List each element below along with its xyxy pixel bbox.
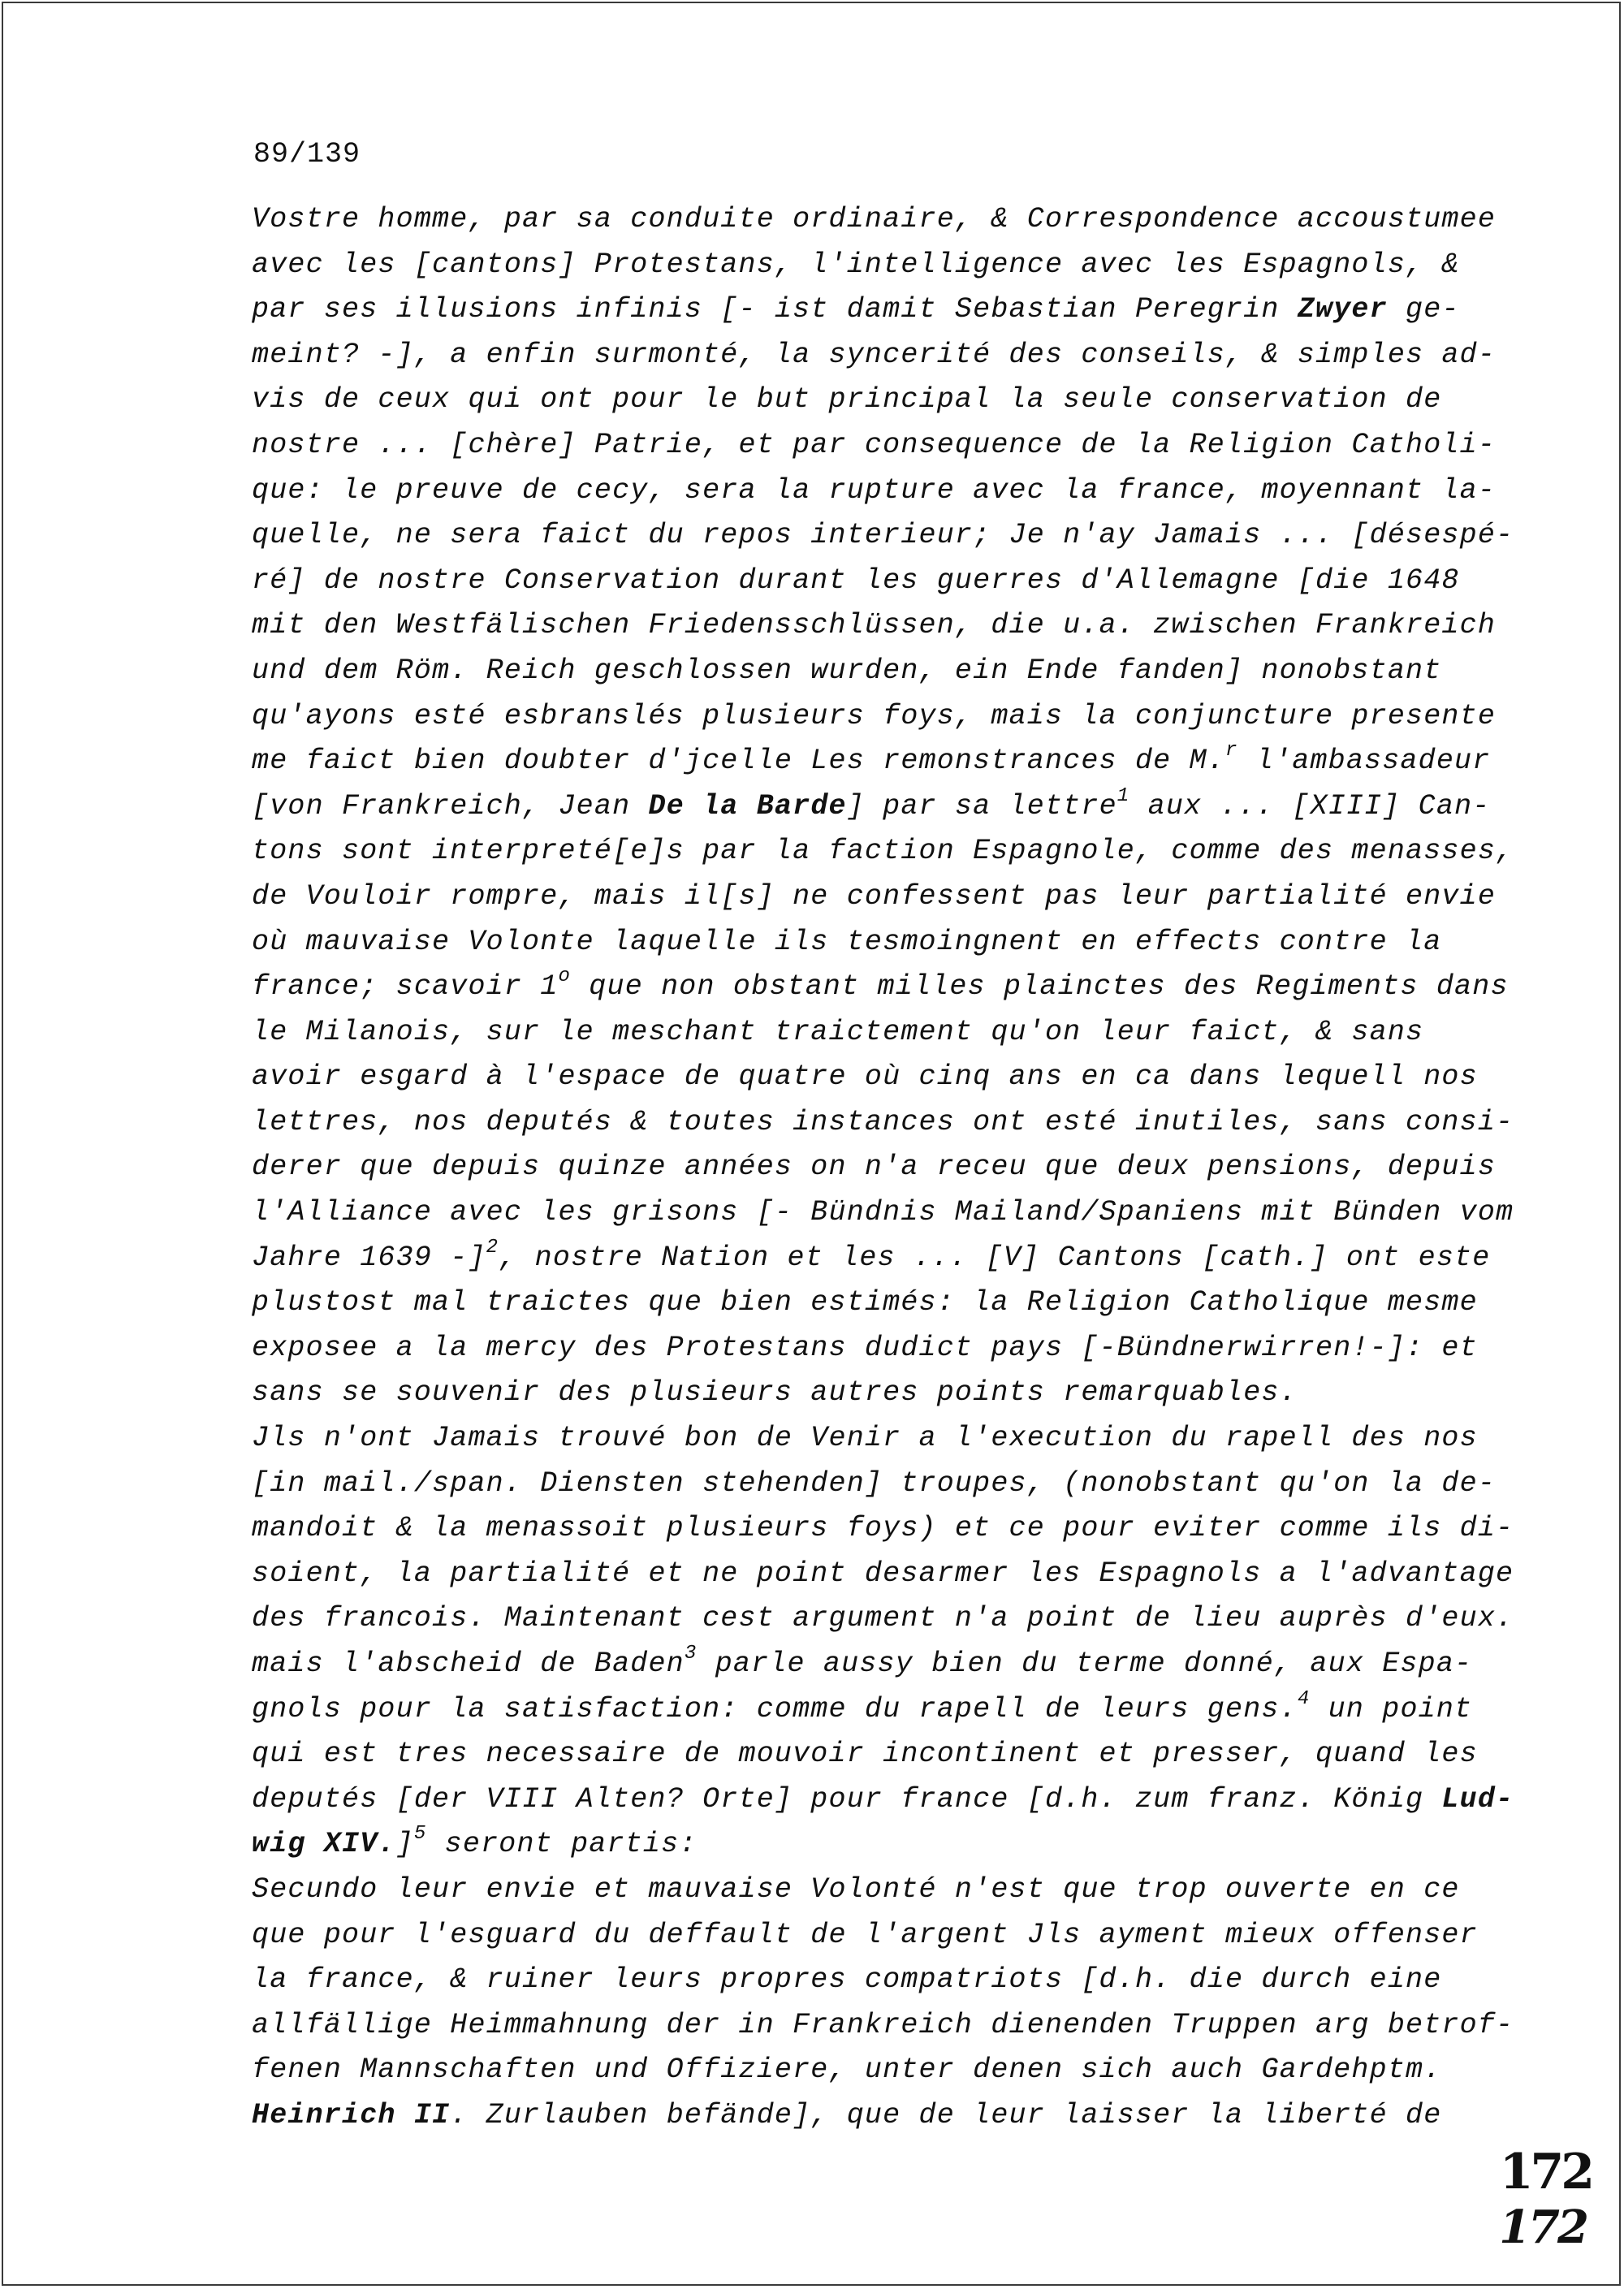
text-line: [252, 829, 1518, 875]
text-run: mais l'abscheid de Baden: [252, 1648, 685, 1680]
text-run: qui est tres necessaire de mouvoir incontinent et presser, quand les: [252, 1738, 1478, 1771]
bold-name: Lud-: [1441, 1782, 1514, 1816]
text-line: [252, 694, 1518, 740]
text-line: [252, 1145, 1518, 1190]
text-run: ré] de nostre Conservation durant les guerres d'Allemagne [die 1648: [252, 564, 1460, 597]
text-run: exposee a la mercy des Protestans dudict pays [-Bündnerwirren!-]: et: [252, 1331, 1478, 1364]
text-run: avec les [cantons] Protestans, l'intelligence avec les Espagnols, &: [252, 248, 1460, 281]
text-line: [252, 2003, 1518, 2049]
text-line: [252, 423, 1518, 469]
text-run: quelle, ne sera faict du repos interieur; Je n'ay Jamais ... [désespé-: [252, 519, 1514, 552]
text-line: [252, 1552, 1518, 1597]
text-run: Jahre 1639 -]: [252, 1241, 486, 1274]
text-run: un point: [1310, 1692, 1473, 1725]
text-run: lettres, nos deputés & toutes instances ont esté inutiles, sans consi-: [252, 1105, 1514, 1138]
superscript: o: [558, 965, 572, 988]
text-run: l'ambassadeur: [1237, 745, 1491, 778]
text-line: [252, 243, 1518, 288]
text-line: [252, 1100, 1518, 1146]
text-run: nostre ... [chère] Patrie, et par consequence de la Religion Catholi-: [252, 428, 1497, 461]
text-run: par ses illusions infinis [- ist damit Sebastian Peregrin: [252, 293, 1298, 326]
text-line: [252, 920, 1518, 965]
text-run: und dem Röm. Reich geschlossen wurden, ein Ende fanden] nonobstant: [252, 654, 1442, 687]
text-run: seront partis:: [426, 1828, 698, 1861]
text-run: avoir esgard à l'espace de quatre où cinq ans en ca dans lequell nos: [252, 1060, 1478, 1094]
text-line: [252, 287, 1518, 333]
text-run: l'Alliance avec les grisons [- Bündnis Mailand/Spaniens mit Bünden vom: [252, 1196, 1514, 1229]
text-line: [252, 1822, 1518, 1868]
text-run: , nostre Nation et les ... [V] Cantons [cath.] ont este: [499, 1241, 1491, 1274]
text-line: [252, 1642, 1518, 1687]
text-line: [252, 1687, 1518, 1733]
superscript: 2: [486, 1236, 499, 1259]
text-line: [252, 965, 1518, 1010]
text-run: où mauvaise Volonte laquelle ils tesmoingnent en effects contre la: [252, 925, 1442, 958]
bold-name: De la Barde: [648, 789, 847, 823]
bold-name: Zwyer: [1297, 293, 1388, 326]
text-line: [252, 1416, 1518, 1462]
text-line: [252, 2093, 1518, 2139]
text-line: [252, 1236, 1518, 1281]
text-run: Jls n'ont Jamais trouvé bon de Venir a l'execution du rapell des nos: [252, 1422, 1478, 1455]
text-line: [252, 333, 1518, 378]
text-run: sans se souvenir des plusieurs autres points remarquables.: [252, 1376, 1298, 1410]
text-run: me faict bien doubter d'jcelle Les remonstrances de M.: [252, 745, 1225, 778]
text-run: fenen Mannschaften und Offiziere, unter denen sich auch Gardehptm.: [252, 2054, 1442, 2087]
handwritten-folio-number-alt: 172: [1499, 2200, 1587, 2254]
text-line: [252, 784, 1518, 830]
text-line: [252, 649, 1518, 694]
text-line: [252, 1190, 1518, 1236]
superscript: 5: [413, 1823, 427, 1846]
text-run: derer que depuis quinze années on n'a receu que deux pensions, depuis: [252, 1151, 1497, 1184]
text-run: . Zurlauben befände], que de leur laisser la liberté de: [450, 2098, 1442, 2131]
text-run: tons sont interpreté[e]s par la faction Espagnole, comme des menasses,: [252, 835, 1514, 868]
text-run: mit den Westfälischen Friedensschlüssen, die u.a. zwischen Frankreich: [252, 609, 1497, 642]
text-run: le Milanois, sur le meschant traictement qu'on leur faict, & sans: [252, 1015, 1424, 1048]
text-line: [252, 559, 1518, 604]
superscript: r: [1224, 740, 1238, 762]
text-line: [252, 197, 1518, 243]
text-line: [252, 1371, 1518, 1416]
superscript: 4: [1297, 1687, 1311, 1710]
text-run: gnols pour la satisfaction: comme du rapell de leurs gens.: [252, 1692, 1298, 1725]
text-run: parle aussy bien du terme donné, aux Espa-: [697, 1648, 1473, 1680]
text-run: france; scavoir 1: [252, 970, 559, 1004]
text-run: soient, la partialité et ne point desarmer les Espagnols a l'advantage: [252, 1557, 1514, 1590]
text-run: plustost mal traictes que bien estimés: la Religion Catholique mesme: [252, 1286, 1478, 1319]
body-text: [252, 197, 1518, 2139]
text-line: [252, 875, 1518, 920]
text-line: [252, 603, 1518, 649]
bold-name: wig XIV.: [252, 1828, 396, 1861]
text-run: qu'ayons esté esbranslés plusieurs foys, mais la conjuncture presente: [252, 699, 1497, 732]
text-run: mandoit & la menassoit plusieurs foys) et ce pour eviter comme ils di-: [252, 1512, 1514, 1545]
text-run: la france, & ruiner leurs propres compatriots [d.h. die durch eine: [252, 1963, 1442, 1997]
text-line: [252, 378, 1518, 423]
text-run: allfällige Heimmahnung der in Frankreich dienenden Truppen arg betrof-: [252, 2008, 1514, 2041]
text-line: [252, 1596, 1518, 1642]
text-line: [252, 1732, 1518, 1777]
text-line: [252, 513, 1518, 559]
text-run: Secundo leur envie et mauvaise Volonté n'est que trop ouverte en ce: [252, 1872, 1460, 1906]
text-line: [252, 1506, 1518, 1552]
superscript: 1: [1116, 784, 1130, 807]
text-run: Vostre homme, par sa conduite ordinaire, & Correspondence accoustumee: [252, 203, 1497, 235]
text-run: ]: [395, 1828, 414, 1861]
text-line: [252, 1868, 1518, 1913]
text-run: des francois. Maintenant cest argument n'a point de lieu auprès d'eux.: [252, 1602, 1514, 1635]
text-line: [252, 1777, 1518, 1823]
text-line: [252, 1281, 1518, 1326]
text-run: meint? -], a enfin surmonté, la syncerité des conseils, & simples ad-: [252, 338, 1497, 371]
text-run: aux ... [XIII] Can-: [1129, 789, 1491, 823]
text-run: que: le preuve de cecy, sera la rupture avec la france, moyennant la-: [252, 473, 1497, 507]
text-line: [252, 1462, 1518, 1507]
text-run: [von Frankreich, Jean: [252, 789, 649, 823]
text-line: [252, 1913, 1518, 1959]
text-line: [252, 1958, 1518, 2003]
text-run: deputés [der VIII Alten? Orte] pour france [d.h. zum franz. König: [252, 1782, 1442, 1816]
superscript: 3: [684, 1643, 698, 1665]
text-line: [252, 2048, 1518, 2093]
text-line: [252, 1010, 1518, 1056]
text-run: de Vouloir rompre, mais il[s] ne confessent pas leur partialité envie: [252, 879, 1497, 913]
text-run: [in mail./span. Diensten stehenden] troupes, (nonobstant qu'on la de-: [252, 1466, 1497, 1500]
text-line: [252, 739, 1518, 784]
text-run: ] par sa lettre: [846, 789, 1117, 823]
text-line: [252, 469, 1518, 514]
text-line: [252, 1055, 1518, 1100]
bold-name: Heinrich II: [252, 2098, 451, 2131]
handwritten-folio-number: 172: [1499, 2144, 1592, 2200]
text-run: vis de ceux qui ont pour le but principal la seule conservation de: [252, 383, 1442, 417]
text-run: que non obstant milles plainctes des Regiments dans: [571, 970, 1509, 1004]
page-number: 89/139: [253, 138, 361, 171]
text-line: [252, 1326, 1518, 1371]
text-run: que pour l'esguard du deffault de l'argent Jls ayment mieux offenser: [252, 1918, 1478, 1951]
text-run: ge-: [1387, 293, 1460, 326]
